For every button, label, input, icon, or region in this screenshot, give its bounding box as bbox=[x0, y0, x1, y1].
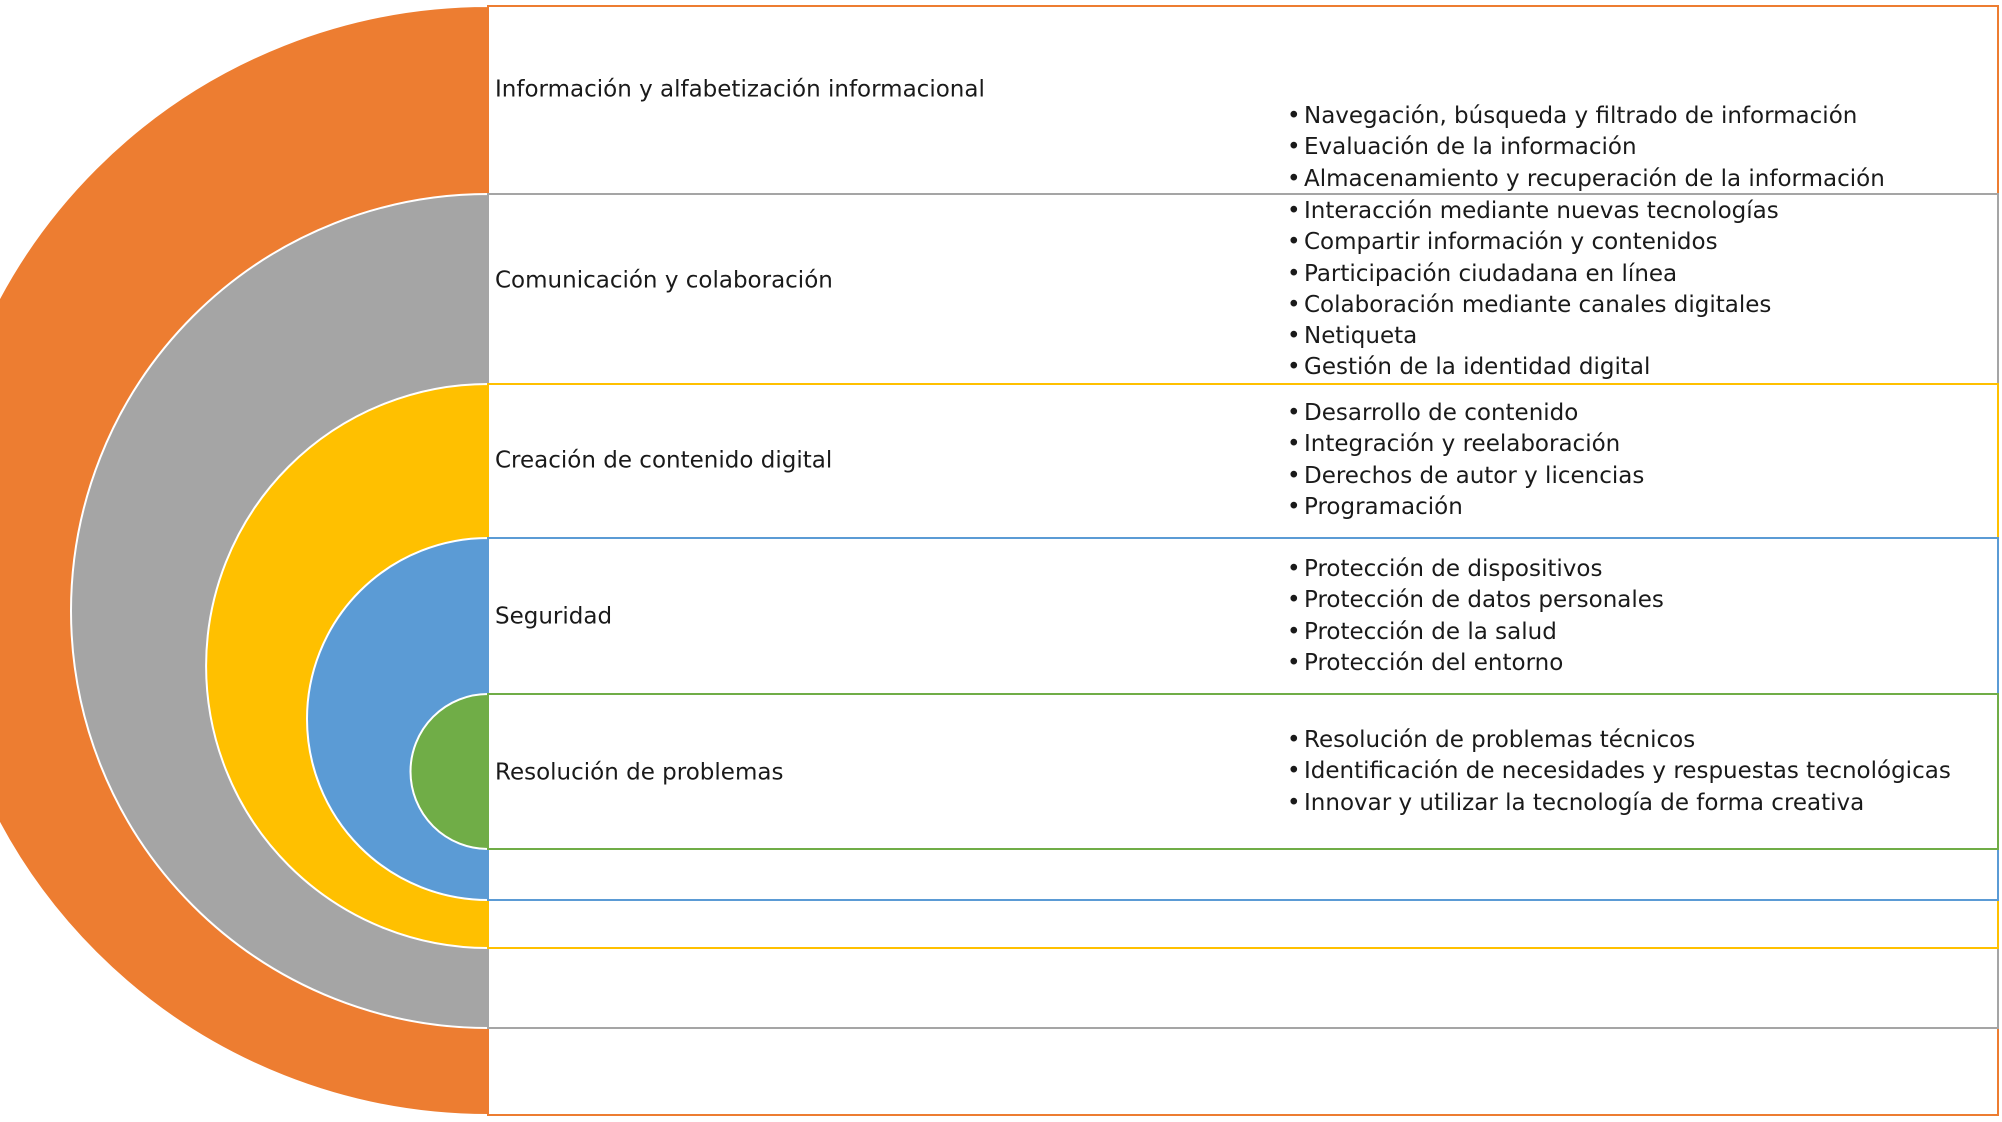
area-label-creacion: Creación de contenido digital bbox=[495, 447, 833, 474]
list-item: • Protección de datos personales bbox=[1287, 585, 1664, 616]
list-item: • Desarrollo de contenido bbox=[1287, 398, 1644, 429]
list-item: • Protección del entorno bbox=[1287, 648, 1664, 679]
list-item: • Netiqueta bbox=[1287, 321, 1779, 352]
list-item: • Compartir información y contenidos bbox=[1287, 227, 1779, 258]
area-items-informacion bbox=[1287, 101, 1885, 195]
list-item: • Gestión de la identidad digital bbox=[1287, 352, 1779, 383]
list-item: • Protección de la salud bbox=[1287, 617, 1664, 648]
area-items-comunicacion bbox=[1287, 196, 1779, 384]
area-label-resolucion: Resolución de problemas bbox=[495, 759, 784, 786]
list-item: • Protección de dispositivos bbox=[1287, 554, 1664, 585]
list-item: • Participación ciudadana en línea bbox=[1287, 259, 1779, 290]
list-item: • Interacción mediante nuevas tecnologías bbox=[1287, 196, 1779, 227]
list-item: • Navegación, búsqueda y filtrado de información bbox=[1287, 101, 1885, 132]
list-item: • Evaluación de la información bbox=[1287, 132, 1885, 163]
area-label-comunicacion: Comunicación y colaboración bbox=[495, 267, 833, 294]
list-item: • Colaboración mediante canales digitales bbox=[1287, 290, 1779, 321]
area-items-creacion bbox=[1287, 398, 1644, 523]
list-item: • Innovar y utilizar la tecnología de forma creativa bbox=[1287, 788, 1951, 819]
area-items-seguridad bbox=[1287, 554, 1664, 679]
area-label-seguridad: Seguridad bbox=[495, 603, 613, 630]
area-items-resolucion bbox=[1287, 725, 1951, 819]
list-item: • Programación bbox=[1287, 492, 1644, 523]
list-item: • Resolución de problemas técnicos bbox=[1287, 725, 1951, 756]
list-item: • Identificación de necesidades y respuestas tecnológicas bbox=[1287, 756, 1951, 787]
list-item: • Integración y reelaboración bbox=[1287, 429, 1644, 460]
list-item: • Derechos de autor y licencias bbox=[1287, 461, 1644, 492]
area-label-informacion: Información y alfabetización informacional bbox=[495, 76, 985, 103]
list-item: • Almacenamiento y recuperación de la información bbox=[1287, 164, 1885, 195]
